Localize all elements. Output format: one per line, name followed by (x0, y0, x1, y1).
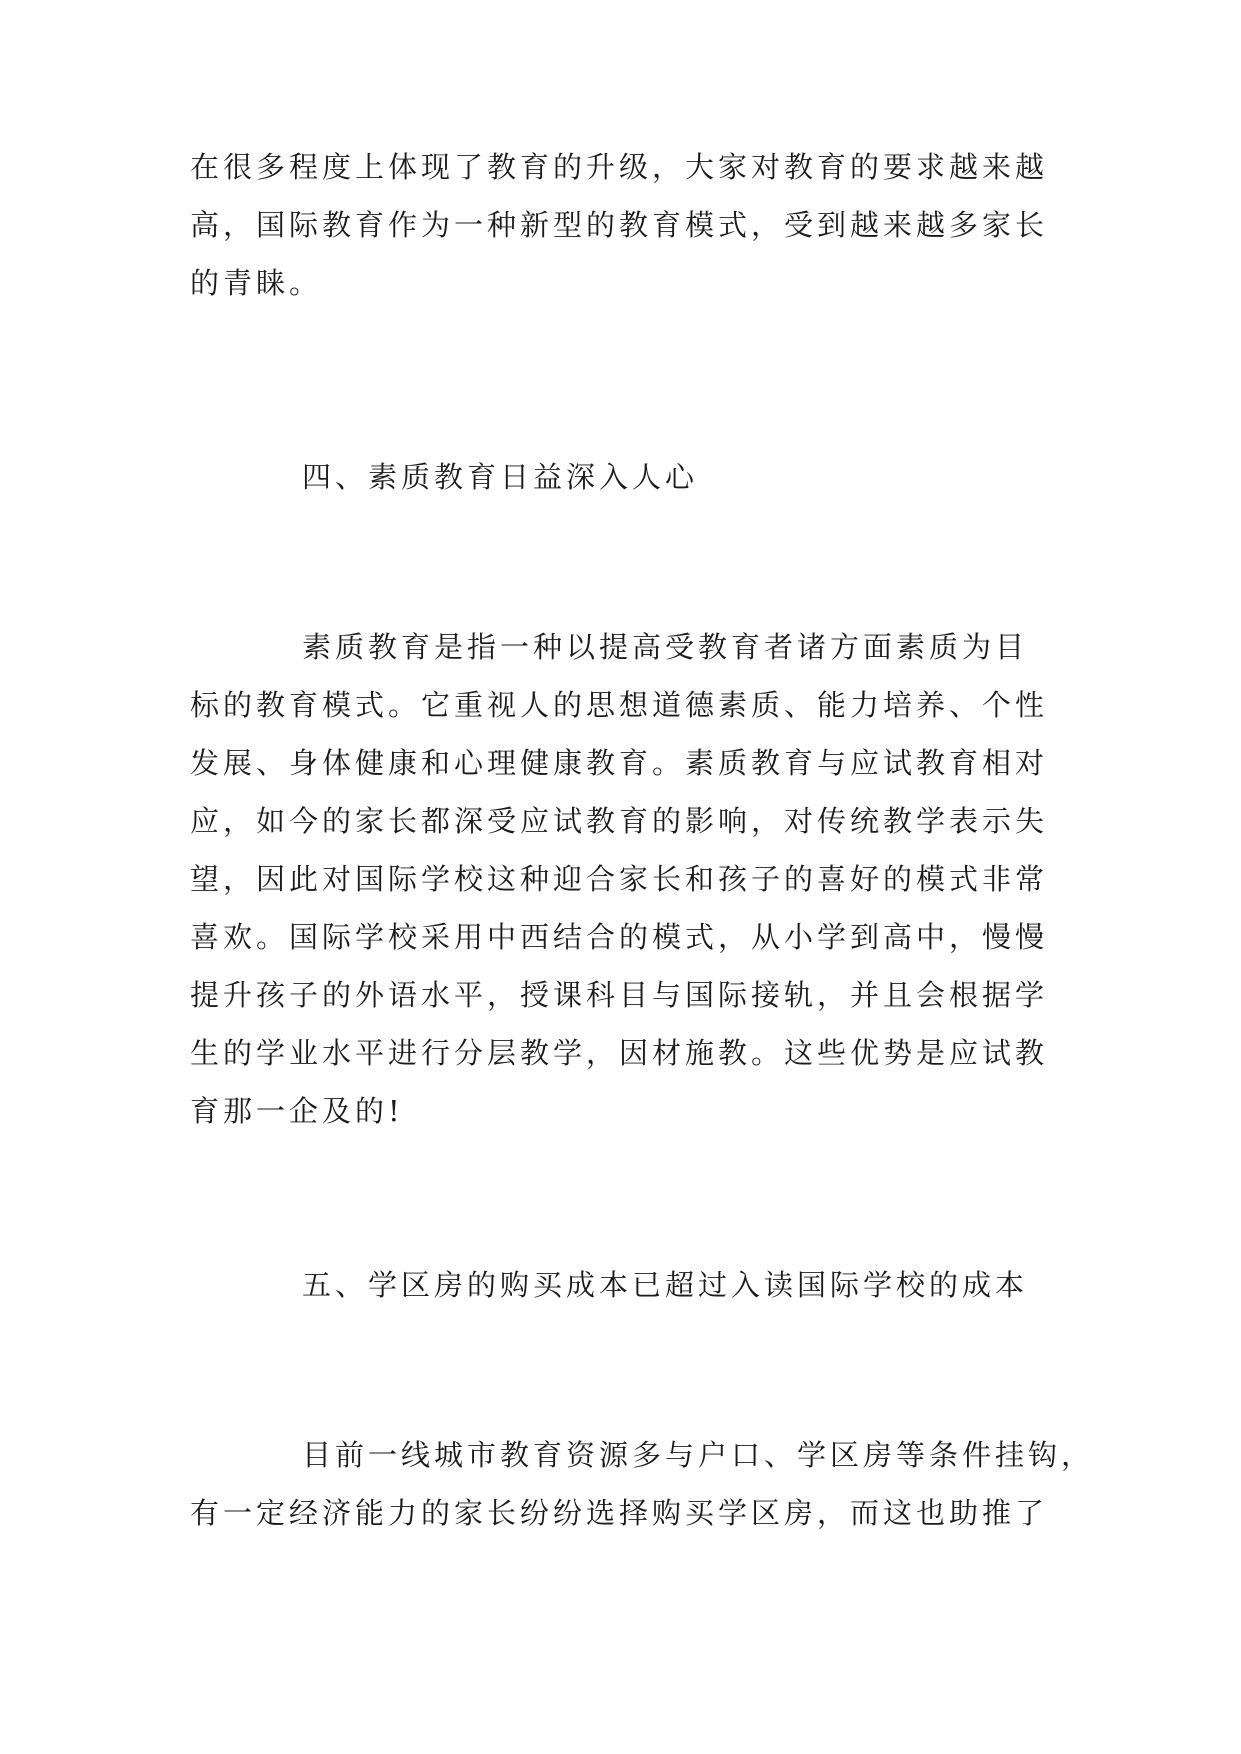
paragraph-school-district (190, 1426, 1095, 1542)
paragraph-line: 提升孩子的外语水平，授课科目与国际接轨，并且会根据学 (190, 978, 1049, 1012)
paragraph-line: 标的教育模式。它重视人的思想道德素质、能力培养、个性 (190, 688, 1049, 722)
paragraph-intro (190, 138, 1050, 312)
paragraph-line: 的青睐。 (190, 266, 323, 300)
section-heading-5 (190, 1256, 1050, 1314)
paragraph-quality-education (190, 618, 1050, 1140)
paragraph-line: 目前一线城市教育资源多与户口、学区房等条件挂钩， (302, 1438, 1095, 1472)
paragraph-line: 育那一企及的! (190, 1094, 404, 1128)
heading-text: 四、素质教育日益深入人心 (302, 460, 699, 494)
paragraph-line: 高，国际教育作为一种新型的教育模式，受到越来越多家长 (190, 208, 1049, 242)
paragraph-line: 在很多程度上体现了教育的升级，大家对教育的要求越来越 (190, 150, 1049, 184)
heading-text: 五、学区房的购买成本已超过入读国际学校的成本 (302, 1268, 1029, 1302)
paragraph-line: 喜欢。国际学校采用中西结合的模式，从小学到高中，慢慢 (190, 920, 1049, 954)
paragraph-line: 生的学业水平进行分层教学，因材施教。这些优势是应试教 (190, 1036, 1049, 1070)
paragraph-line: 发展、身体健康和心理健康教育。素质教育与应试教育相对 (190, 746, 1049, 780)
paragraph-line: 素质教育是指一种以提高受教育者诸方面素质为目 (302, 630, 1029, 664)
paragraph-line: 有一定经济能力的家长纷纷选择购买学区房，而这也助推了 (190, 1496, 1049, 1530)
section-heading-4 (190, 448, 1050, 506)
paragraph-line: 望，因此对国际学校这种迎合家长和孩子的喜好的模式非常 (190, 862, 1049, 896)
paragraph-line: 应，如今的家长都深受应试教育的影响，对传统教学表示失 (190, 804, 1049, 838)
